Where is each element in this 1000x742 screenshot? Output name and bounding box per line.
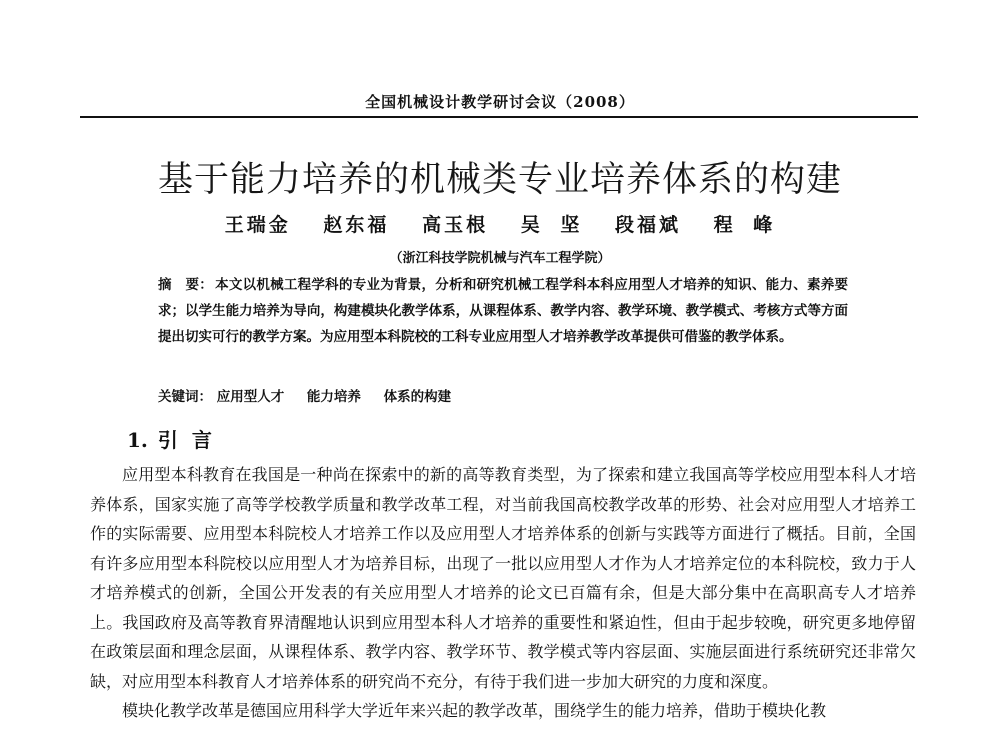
section-title: 引言 <box>157 428 226 452</box>
header-rule <box>80 116 918 118</box>
author-name: 高玉根 <box>422 214 489 236</box>
keyword: 应用型人才 <box>216 389 285 405</box>
keywords-label: 关键词： <box>158 389 212 405</box>
author-name: 赵东福 <box>323 214 390 236</box>
keywords <box>158 384 848 410</box>
body-text <box>90 460 916 726</box>
author-name: 程 峰 <box>713 214 776 236</box>
section-number: 1. <box>127 428 148 452</box>
abstract-text: 本文以机械工程学科的专业为背景，分析和研究机械工程学科本科应用型人才培养的知识、能力、素养要求；以学生能力培养为导向，构建模块化教学体系，从课程体系、教学内容、教学环境、教学模式、考核方式等方面提出切实可行的教学方案。为应用型本科院校的工科专业应用型人才培养教学改革提供可借鉴的教学体系。 <box>158 277 848 345</box>
author-name: 王瑞金 <box>224 214 291 236</box>
paragraph: 模块化教学改革是德国应用科学大学近年来兴起的教学改革，围绕学生的能力培养，借助于模块化教 <box>122 701 827 720</box>
author-list <box>0 210 1000 237</box>
affiliation: （浙江科技学院机械与汽车工程学院） <box>389 251 611 266</box>
abstract-label: 摘 要： <box>158 277 214 293</box>
keyword: 体系的构建 <box>383 389 452 405</box>
section-heading <box>127 424 226 453</box>
paragraph: 应用型本科教育在我国是一种尚在探索中的新的高等教育类型，为了探索和建立我国高等学校应用型本科人才培养体系，国家实施了高等学校教学质量和教学改革工程，对当前我国高校教学改革的形势、社会对应用型人才培养工作的实际需要、应用型本科院校人才培养工作以及应用型人才培养体系的创新与实践等方面进行了概括。目前，全国有许多应用型本科院校以应用型人才为培养目标，出现了一批以应用型人才作为人才培养定位的本科院校，致力于人才培养模式的创新，全国公开发表的有关应用型人才培养的论文已百篇有余，但是大部分集中在高职高专人才培养上。我国政府及高等教育界清醒地认识到应用型本科人才培养的重要性和紧迫性，但由于起步较晚，研究更多地停留在政策层面和理念层面，从课程体系、教学内容、教学环节、教学模式等内容层面、实施层面进行系统研究还非常欠缺，对应用型本科教育人才培养体系的研究尚不充分，有待于我们进一步加大研究的力度和深度。 <box>90 465 916 691</box>
abstract <box>158 272 848 350</box>
author-name: 段福斌 <box>614 214 681 236</box>
paper-title: 基于能力培养的机械类专业培养体系的构建 <box>157 160 842 200</box>
running-header: 全国机械设计教学研讨会议（2008） <box>365 93 635 111</box>
keyword: 能力培养 <box>306 389 361 405</box>
author-name: 吴 坚 <box>520 214 583 236</box>
